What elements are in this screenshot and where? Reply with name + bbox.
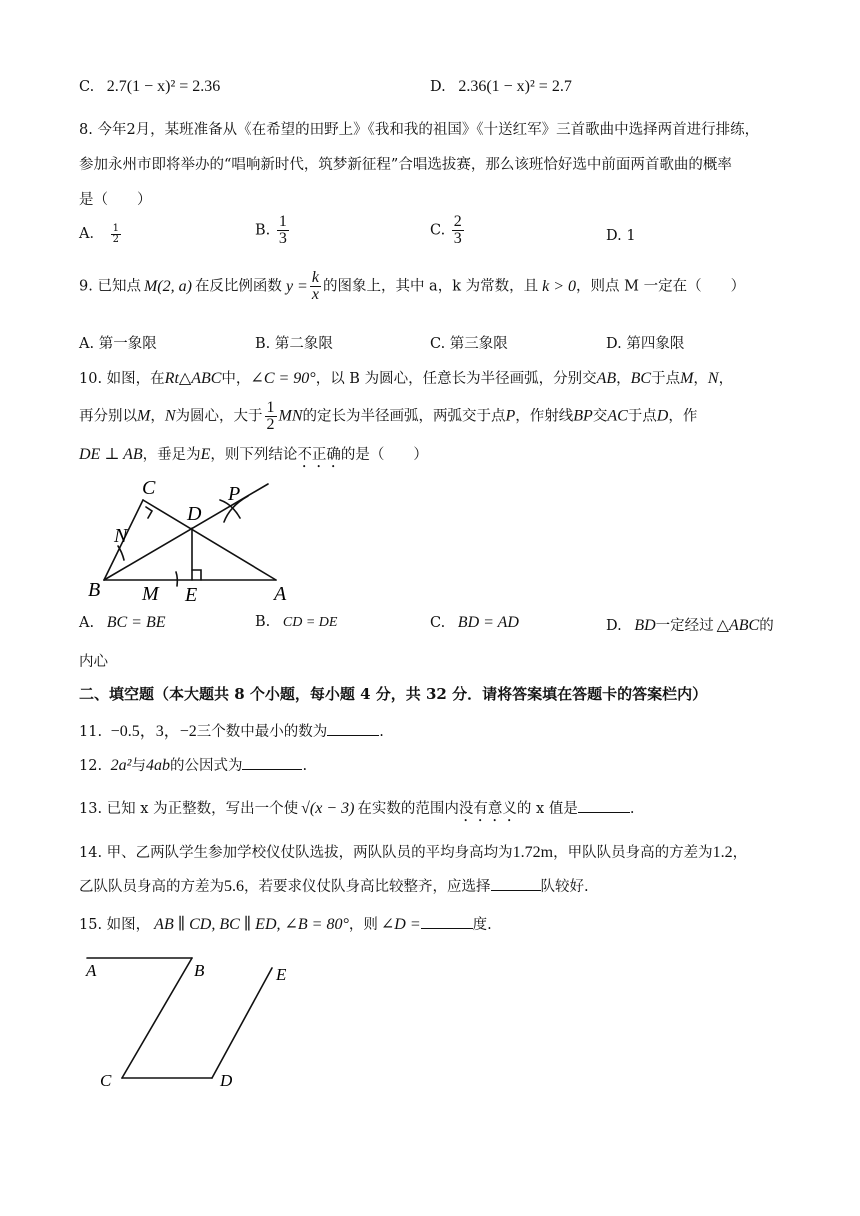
q10-l2-sep: ， <box>150 408 165 425</box>
q8-option-b-num: 1 <box>278 213 287 230</box>
q9-point: M(2, a) <box>143 277 192 295</box>
q10-l1b: 中， <box>221 371 251 387</box>
q15-end: 度. <box>472 917 492 933</box>
q14-l2c: 队较好. <box>540 879 589 895</box>
q8-option-b-den: 3 <box>278 230 287 247</box>
q10-label-p: P <box>228 483 241 505</box>
q10-option-b <box>255 614 337 631</box>
q10-mn: MN <box>278 407 303 425</box>
q10-l2d: ，作射线 <box>515 408 574 425</box>
q10-l2a: 再分别以 <box>79 408 137 425</box>
q10-option-b-expr: CD = DE <box>282 615 338 630</box>
q10-arc-n <box>118 546 124 560</box>
q10-option-b-label: B. <box>255 614 271 630</box>
q10-option-a-label: A. <box>79 615 95 631</box>
q8-option-a-den: 2 <box>112 233 119 245</box>
q10-label-b: B <box>88 579 101 601</box>
q12-expr-1: 2a² <box>110 757 132 774</box>
q14-variance-a: 1.2 <box>712 844 733 861</box>
q9-func-den: x <box>311 286 319 303</box>
q10-label-d: D <box>187 503 202 525</box>
section-2-heading: 二、填空题（本大题共 8 个小题，每小题 4 分，共 32 分．请将答案填在答题卡的答案栏内） <box>79 685 708 703</box>
q8-line-1: 8. 今年2月，某班准备从《在希望的田野上》《我和我的祖国》《十送红军》三首歌曲中选择两首进行排练， <box>79 122 760 138</box>
q15-mid: ，则 <box>348 917 378 933</box>
q9-stem <box>79 270 745 303</box>
q13-text-1: 在实数的范围内 <box>357 801 459 817</box>
q15-label-e: E <box>276 965 287 984</box>
q9-option-c: C. 第三象限 <box>430 336 508 352</box>
q9-mid: 在反比例函数 <box>194 278 282 295</box>
q13-expr: √(x − 3) <box>301 800 355 817</box>
q10-l2c: 的定长为半径画弧，两弧交于点 <box>302 408 506 425</box>
q14-mean-height: 1.72m <box>512 844 554 861</box>
q10-l2e: 交 <box>592 408 608 425</box>
q10-label-n: N <box>114 525 128 547</box>
q9-text: 的图象上，其中 a，k 为常数，且 <box>322 278 539 295</box>
q10-l2f: 于点 <box>627 408 657 425</box>
q10-right-angle-c <box>146 507 152 518</box>
q11-end: . <box>379 724 384 740</box>
q10-perp: DE ⊥ AB <box>79 446 143 463</box>
q10-label-a: A <box>274 583 287 605</box>
q14-answer-blank <box>491 876 541 891</box>
q8-line-3: 是（ ） <box>79 192 152 208</box>
q15-segment-bc <box>122 958 192 1078</box>
q10-l3-e: E <box>200 446 211 463</box>
q10-option-a <box>79 614 166 632</box>
q15 <box>79 913 492 934</box>
q10-angle: ∠C = 90° <box>250 370 316 387</box>
q8-option-b <box>255 214 291 247</box>
q11-answer-blank <box>327 721 379 736</box>
q8-option-a-num: 1 <box>112 222 119 234</box>
q10-ac: AC <box>607 407 628 425</box>
q10-m: M <box>680 370 694 387</box>
q10-right-angle-e <box>192 570 201 580</box>
q7-option-d-label: D. <box>430 79 446 95</box>
q8-option-a <box>79 222 123 245</box>
q15-label-b: B <box>194 961 205 980</box>
q14-line-2 <box>79 875 589 896</box>
q10-option-c-label: C. <box>430 615 446 631</box>
q10-label-m: M <box>142 583 159 605</box>
q13-prefix: 13. 已知 x 为正整数，写出一个使 <box>79 801 299 817</box>
q15-ask: ∠D = <box>380 916 421 933</box>
q10-option-d <box>606 614 774 635</box>
q10-ab: AB <box>596 370 617 387</box>
q10-emphasis: 不正确 <box>297 447 341 463</box>
q7-option-c-label: C. <box>79 79 95 95</box>
q10-label-e: E <box>185 584 198 606</box>
q9-option-a: A. 第一象限 <box>79 336 157 352</box>
q8-option-b-label: B. <box>255 222 271 239</box>
q12-end: . <box>302 758 308 774</box>
q9-suffix: ，则点 M 一定在（ ） <box>576 278 746 295</box>
q10-side-ac <box>143 500 276 580</box>
q15-prefix: 15. 如图， <box>79 917 151 933</box>
q12-expr-2: 4ab <box>145 757 170 774</box>
q9-func-num: k <box>311 269 319 286</box>
q10-bp: BP <box>573 407 593 425</box>
q12 <box>79 754 307 775</box>
q10-l2g: ，作 <box>668 408 698 425</box>
q10-figure <box>80 474 287 606</box>
q15-figure <box>80 950 300 1095</box>
q10-l1d: 于点 <box>651 371 681 387</box>
q12-answer-blank <box>242 755 302 770</box>
q10-l3a: ，垂足为 <box>142 447 201 463</box>
q10-bc: BC <box>630 370 652 387</box>
q8-line-2: 参加永州市即将举办的“唱响新时代，筑梦新征程”合唱选拔赛，那么该班恰好选中前面两首歌曲的概率 <box>79 157 732 173</box>
q14-variance-b: 5.6 <box>224 878 244 895</box>
q10-option-d-label: D. <box>606 618 622 634</box>
q14-l1b: ，甲队队员身高的方差为 <box>553 845 713 861</box>
q9-option-b: B. 第二象限 <box>255 336 333 352</box>
q7-option-c-expr: 2.7(1 − x)² = 2.36 <box>106 78 221 95</box>
q10-n: N <box>707 370 719 387</box>
q8-option-c <box>430 214 466 247</box>
q10-comma: ， <box>616 371 631 387</box>
q10-option-d-expr: BD <box>634 617 656 634</box>
q10-half-den: 2 <box>266 416 275 433</box>
q10-line-1: 10. 如图，在Rt△ABC中，∠C = 90°，以 B 为圆心，任意长为半径画弧，分别交AB，BC于点M，N， <box>79 370 734 387</box>
q14-l2a: 乙队队员身高的方差为 <box>79 879 224 895</box>
q13-end: . <box>629 801 635 817</box>
q9-prefix: 9. 已知点 <box>79 278 141 295</box>
q10-l2-m: M <box>137 407 151 425</box>
q15-answer-blank <box>421 914 473 929</box>
q8-option-a-label: A． <box>79 226 104 242</box>
q10-label-c: C <box>142 477 156 499</box>
q9-cond: k > 0 <box>542 277 577 295</box>
q10-option-d-tail: 的 <box>759 618 774 634</box>
q14-l1a: 14. 甲、乙两队学生参加学校仪仗队选拔，两队队员的平均身高均为 <box>79 845 513 861</box>
q10-line-3 <box>79 443 428 471</box>
q10-option-d-wrap: 内心 <box>79 654 108 670</box>
q10-option-d-text: 一定经过 <box>655 618 714 634</box>
q12-mid: 与 <box>131 758 146 774</box>
q10-option-a-expr: BC = BE <box>106 614 166 631</box>
q8-option-d: D. 1 <box>606 228 636 244</box>
q10-option-d-triangle: △ABC <box>716 617 760 634</box>
q10-l2b: 为圆心，大于 <box>175 408 263 425</box>
q10-l1a: 10. 如图，在 <box>79 371 165 387</box>
q10-l2-n: N <box>164 407 176 425</box>
q15-label-c: C <box>100 1071 112 1090</box>
q10-l2-p: P <box>505 407 516 425</box>
q7-option-c <box>79 78 220 96</box>
q7-option-d-expr: 2.36(1 − x)² = 2.7 <box>458 78 572 95</box>
q9-func-lhs: y = <box>285 277 308 295</box>
q15-label-d: D <box>220 1071 233 1090</box>
q10-l2-d: D <box>656 407 669 425</box>
q10-arc-m <box>176 572 177 586</box>
q12-prefix: 12. <box>79 758 103 774</box>
q15-label-a: A <box>86 961 97 980</box>
q11 <box>79 718 384 741</box>
q8-option-c-label: C. <box>430 222 446 239</box>
q10-l1c: ，以 B 为圆心，任意长为半径画弧，分别交 <box>315 371 597 387</box>
q11-expr: −0.5，3，−2 <box>110 723 197 740</box>
q10-l3c: 的是（ ） <box>340 447 428 463</box>
q15-segment-de <box>212 968 272 1078</box>
q13 <box>79 797 634 825</box>
q14-l2b: ，若要求仪仗队身高比较整齐，应选择 <box>244 879 491 895</box>
q8-option-c-den: 3 <box>453 230 462 247</box>
q10-l3b: ，则下列结论 <box>210 447 298 463</box>
q9-option-d: D. 第四象限 <box>606 336 685 352</box>
q14-line-1 <box>79 841 747 862</box>
q10-option-c-expr: BD = AD <box>457 614 519 631</box>
q7-option-d <box>430 78 572 96</box>
q13-text-2: 的 x 值是 <box>516 801 578 817</box>
q11-prefix: 11. <box>79 724 103 740</box>
q11-text: 三个数中最小的数为 <box>196 724 328 740</box>
q14-l1c: ， <box>732 845 748 861</box>
q13-emphasis: 没有意义 <box>458 801 517 817</box>
q10-triangle: Rt△ABC <box>164 370 222 387</box>
q15-cond: AB ∥ CD, BC ∥ ED, ∠B = 80° <box>154 916 349 933</box>
q10-option-c <box>430 614 519 632</box>
q8-option-c-num: 2 <box>453 213 462 230</box>
q10-line-2 <box>79 400 697 433</box>
q13-answer-blank <box>578 798 630 813</box>
q12-text: 的公因式为 <box>169 758 243 774</box>
q10-half-num: 1 <box>266 399 275 416</box>
